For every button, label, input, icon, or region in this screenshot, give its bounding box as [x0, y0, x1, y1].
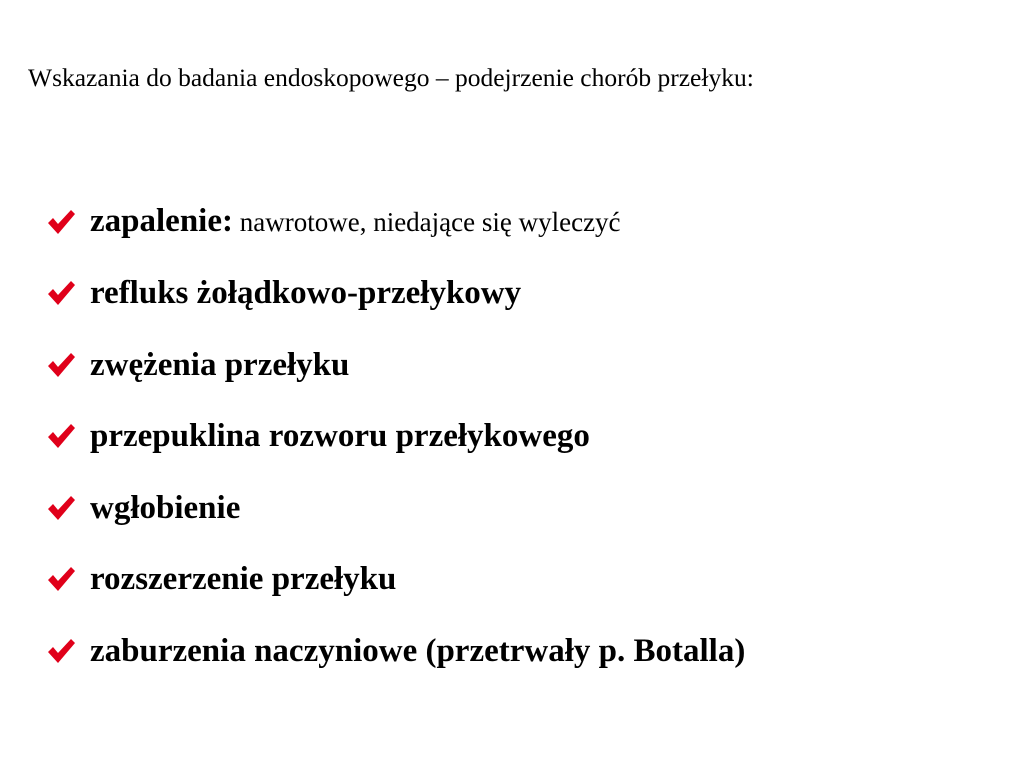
item-label: rozszerzenie przełyku — [90, 561, 397, 598]
item-label: refluks żołądkowo-przełykowy — [90, 275, 522, 312]
list-item — [46, 329, 745, 401]
item-label: przepuklina rozworu przełykowego — [90, 418, 590, 455]
checkmark-icon — [46, 486, 90, 530]
list-item — [46, 615, 745, 687]
checkmark-icon — [46, 343, 90, 387]
checkmark-icon — [46, 557, 90, 601]
item-label: zwężenia przełyku — [90, 346, 350, 383]
checkmark-icon — [46, 271, 90, 315]
list-item — [46, 186, 745, 258]
list-item — [46, 258, 745, 330]
checkmark-icon — [46, 200, 90, 244]
list-item — [46, 472, 745, 544]
item-label: wgłobienie — [90, 489, 241, 526]
item-label: zaburzenia naczyniowe (przetrwały p. Botalla) — [90, 632, 746, 669]
checkmark-icon — [46, 414, 90, 458]
checkmark-icon — [46, 629, 90, 673]
item-description: nawrotowe, niedające się wyleczyć — [232, 207, 621, 238]
slide-title: Wskazania do badania endoskopowego – podejrzenie chorób przełyku: — [28, 63, 754, 92]
list-item — [46, 544, 745, 616]
item-label: zapalenie: — [90, 203, 233, 240]
list-item — [46, 401, 745, 473]
indications-list — [46, 186, 745, 687]
